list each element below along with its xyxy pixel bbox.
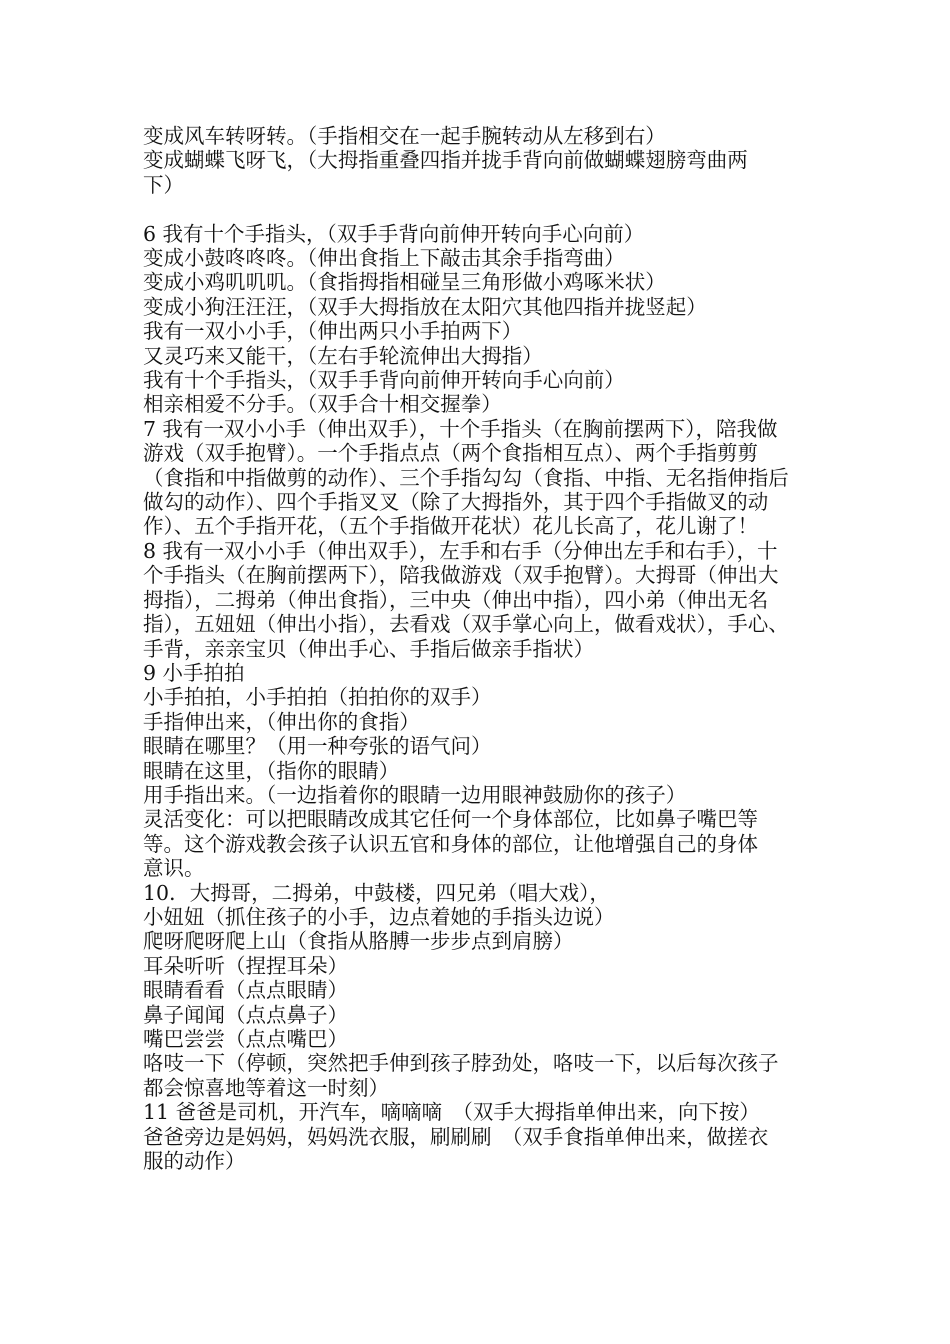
text-line: 手背，亲亲宝贝（伸出手心、手指后做亲手指状） xyxy=(143,636,594,661)
text-line: 等。这个游戏教会孩子认识五官和身体的部位，让他增强自己的身体 xyxy=(143,831,758,856)
text-line: 眼睛看看（点点眼睛） xyxy=(143,978,348,1003)
text-line: 8 我有一双小小手（伸出双手），左手和右手（分伸出左手和右手），十 xyxy=(143,538,778,563)
blank-line xyxy=(143,197,811,221)
text-line: 个手指头（在胸前摆两下），陪我做游戏（双手抱臂）。大拇哥（伸出大 xyxy=(143,563,779,588)
text-line: （食指和中指做剪的动作）、三个手指勾勾（食指、中指、无名指伸指后 xyxy=(143,465,789,490)
text-line: 做勾的动作）、四个手指叉叉（除了大拇指外，其于四个手指做叉的动 xyxy=(143,490,769,515)
text-line: 10．大拇哥，二拇弟，中鼓楼，四兄弟（唱大戏）， xyxy=(143,880,610,905)
text-line: 我有一双小小手，（伸出两只小手拍两下） xyxy=(143,319,523,344)
text-line: 相亲相爱不分手。（双手合十相交握拳） xyxy=(143,392,502,417)
text-line: 鼻子闻闻（点点鼻子） xyxy=(143,1002,348,1027)
text-line: 小手拍拍，小手拍拍（拍拍你的双手） xyxy=(143,685,492,710)
text-line: 意识。 xyxy=(143,856,205,881)
text-line: 9 小手拍拍 xyxy=(143,660,245,685)
text-line: 7 我有一双小小手（伸出双手），十个手指头（在胸前摆两下），陪我做 xyxy=(143,416,778,441)
text-line: 耳朵听听（捏捏耳朵） xyxy=(143,953,348,978)
text-line: 灵活变化：可以把眼睛改成其它任何一个身体部位，比如鼻子嘴巴等 xyxy=(143,807,758,832)
text-line: 嘴巴尝尝（点点嘴巴） xyxy=(143,1027,348,1052)
text-line: 用手指出来。（一边指着你的眼睛一边用眼神鼓励你的孩子） xyxy=(143,782,687,807)
text-line: 眼睛在哪里？（用一种夸张的语气问） xyxy=(143,734,492,759)
text-line: 11 爸爸是司机，开汽车，嘀嘀嘀 （双手大拇指单伸出来，向下按） xyxy=(143,1100,760,1125)
text-line: 指），五妞妞（伸出小指），去看戏（双手掌心向上，做看戏状），手心、 xyxy=(143,612,789,637)
text-line: 我有十个手指头，（双手手背向前伸开转向手心向前） xyxy=(143,368,625,393)
text-line: 爬呀爬呀爬上山（食指从胳膊一步步点到肩膀） xyxy=(143,929,574,954)
text-line: 都会惊喜地等着这一时刻） xyxy=(143,1075,389,1100)
text-line: 6 我有十个手指头，（双手手背向前伸开转向手心向前） xyxy=(143,221,645,246)
document-body xyxy=(143,124,811,1173)
text-line: 变成小鸡叽叽叽。（食指拇指相碰呈三角形做小鸡啄米状） xyxy=(143,270,666,295)
text-line: 手指伸出来，（伸出你的食指） xyxy=(143,709,420,734)
text-line: 咯吱一下（停顿，突然把手伸到孩子脖劲处，咯吱一下，以后每次孩子 xyxy=(143,1051,779,1076)
text-line: 作）、五个手指开花，（五个手指做开花状）花儿长高了，花儿谢了！ xyxy=(143,514,758,539)
text-line: 拇指），二拇弟（伸出食指），三中央（伸出中指），四小弟（伸出无名 xyxy=(143,587,769,612)
text-line: 下） xyxy=(143,172,184,197)
text-line: 小妞妞（抓住孩子的小手，边点着她的手指头边说） xyxy=(143,904,615,929)
text-line: 变成小鼓咚咚咚。（伸出食指上下敲击其余手指弯曲） xyxy=(143,246,625,271)
text-line: 游戏（双手抱臂）。一个手指点点（两个食指相互点）、两个手指剪剪 xyxy=(143,441,758,466)
text-line: 服的动作） xyxy=(143,1149,246,1174)
text-line: 变成蝴蝶飞呀飞，（大拇指重叠四指并拢手背向前做蝴蝶翅膀弯曲两 xyxy=(143,148,748,173)
text-line: 又灵巧来又能干，（左右手轮流伸出大拇指） xyxy=(143,343,543,368)
text-line: 变成风车转呀转。（手指相交在一起手腕转动从左移到右） xyxy=(143,124,666,148)
text-line: 变成小狗汪汪汪，（双手大拇指放在太阳穴其他四指并拢竖起） xyxy=(143,294,707,319)
text-line: 爸爸旁边是妈妈，妈妈洗衣服，刷刷刷 （双手食指单伸出来，做搓衣 xyxy=(143,1124,769,1149)
text-line: 眼睛在这里，（指你的眼睛） xyxy=(143,758,400,783)
